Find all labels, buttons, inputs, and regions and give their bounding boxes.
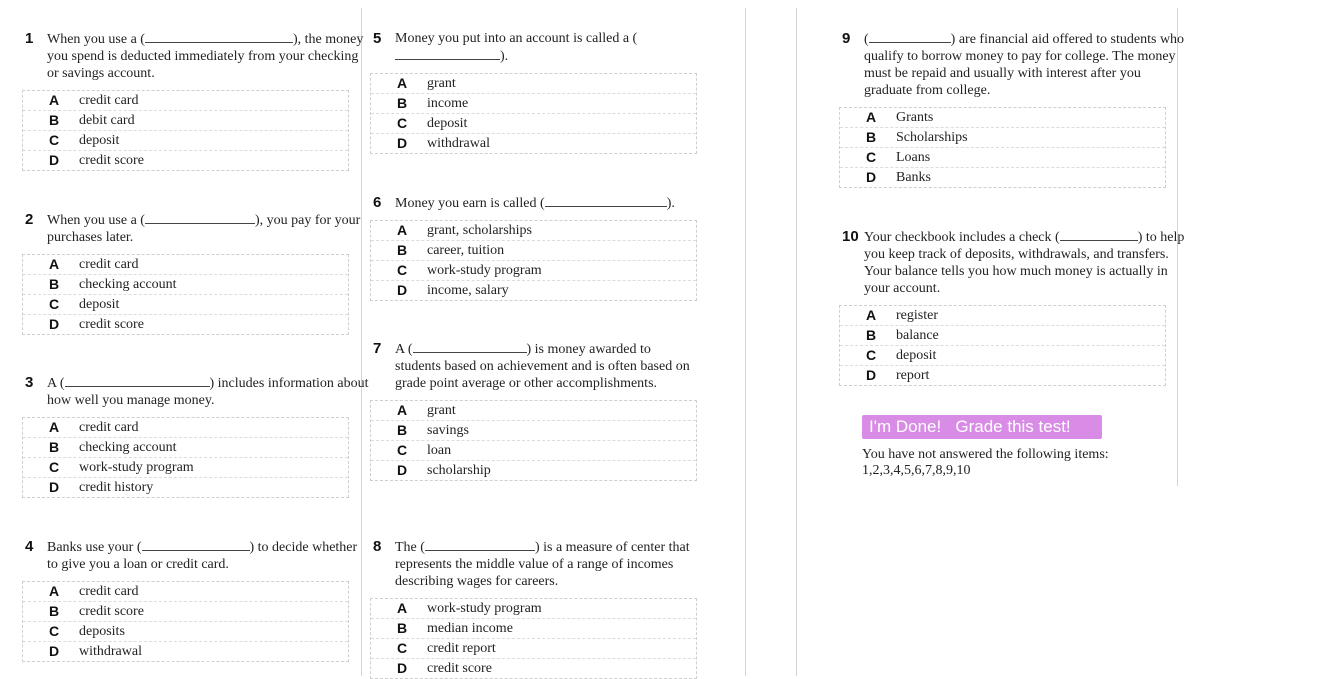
question-text: ). [666,196,675,211]
option-text: deposit [427,116,468,131]
option-letter: D [49,152,60,168]
answer-option-c[interactable] [840,147,1165,167]
question-stem [22,374,369,409]
answer-option-c[interactable] [23,457,348,477]
option-letter: B [397,422,408,438]
question-stem [370,340,695,392]
answer-option-a[interactable] [23,91,348,110]
answer-option-a[interactable] [371,599,696,618]
option-letter: D [397,462,408,478]
option-text: deposit [79,133,120,148]
option-letter: A [866,109,877,125]
option-letter: A [49,419,60,435]
question-text: ( [864,32,869,47]
option-text: Loans [896,150,931,165]
option-letter: A [397,600,408,616]
option-text: credit score [79,153,144,168]
column-divider [796,8,797,676]
answer-options [839,107,1166,188]
option-letter: A [397,402,408,418]
question-5 [370,30,705,154]
answer-options [22,417,349,498]
option-letter: B [49,603,60,619]
question-stem [839,228,1186,297]
option-text: work-study program [79,460,194,475]
option-text: deposit [896,348,937,363]
question-number: 9 [842,30,851,47]
option-letter: C [866,149,877,165]
option-text: debit card [79,113,135,128]
question-number: 10 [842,228,859,245]
answer-blank [145,30,293,43]
grade-test-button[interactable]: I'm Done! Grade this test! [862,415,1102,439]
option-text: credit score [79,604,144,619]
option-text: withdrawal [427,136,490,151]
option-letter: C [49,623,60,639]
answer-option-d[interactable] [23,477,348,497]
answer-blank [425,538,535,551]
answer-options [370,598,697,679]
option-letter: B [397,620,408,636]
option-letter: A [397,75,408,91]
question-text: ), you pay for your purchases later. [47,213,361,245]
option-text: credit score [79,317,144,332]
option-letter: C [397,640,408,656]
answer-option-b[interactable] [23,274,348,294]
question-3 [22,374,369,498]
option-letter: B [49,276,60,292]
question-number: 4 [25,538,34,555]
answer-option-b[interactable] [371,420,696,440]
question-text: ) includes information about how well you manage money. [47,376,369,408]
option-text: credit card [79,584,139,599]
answer-options [370,220,697,301]
answer-option-c[interactable] [371,113,696,133]
question-number: 7 [373,340,382,357]
answer-blank [869,30,951,43]
question-8 [370,538,705,679]
answer-option-b[interactable] [23,110,348,130]
option-text: Grants [896,110,934,125]
question-text: When you use a ( [47,32,145,47]
answer-option-b[interactable] [23,437,348,457]
option-letter: A [49,256,60,272]
answer-options [22,254,349,335]
option-text: balance [896,328,939,343]
answer-blank [142,538,250,551]
answer-option-c[interactable] [371,440,696,460]
option-letter: D [866,367,877,383]
unanswered-message: You have not answered the following items: [862,447,1109,462]
option-letter: A [866,307,877,323]
option-letter: B [397,95,408,111]
option-letter: D [397,282,408,298]
option-text: credit card [79,257,139,272]
answer-option-d[interactable] [371,460,696,480]
question-text: Money you put into an account is called a ( [395,31,638,46]
question-number: 2 [25,211,34,228]
question-number: 1 [25,30,34,47]
answer-option-c[interactable] [23,130,348,150]
answer-option-a[interactable] [371,221,696,240]
option-letter: D [49,643,60,659]
option-text: Scholarships [896,130,968,145]
question-7 [370,340,697,481]
option-text: credit history [79,480,154,495]
option-text: checking account [79,277,177,292]
answer-blank [545,194,667,207]
answer-option-d[interactable] [23,150,348,170]
option-text: income [427,96,469,111]
answer-blank [1060,228,1138,241]
option-letter: C [49,296,60,312]
option-text: work-study program [427,601,542,616]
question-number: 5 [373,30,382,47]
answer-option-a[interactable] [371,74,696,93]
option-letter: A [49,92,60,108]
question-stem [22,211,369,246]
answer-option-b[interactable] [23,601,348,621]
option-letter: C [397,115,408,131]
option-letter: C [49,459,60,475]
question-text: ) is a measure of center that represents the middle value of a range of incomes describing wages for careers. [395,540,690,589]
option-letter: C [49,132,60,148]
option-text: grant [427,76,456,91]
option-text: income, salary [427,283,509,298]
option-text: credit report [427,641,496,656]
option-letter: D [49,479,60,495]
option-text: credit score [427,661,492,676]
answer-option-b[interactable] [371,618,696,638]
question-number: 6 [373,194,382,211]
answer-option-d[interactable] [371,280,696,300]
answer-option-a[interactable] [23,582,348,601]
option-letter: A [397,222,408,238]
answer-option-d[interactable] [23,314,348,334]
answer-option-a[interactable] [371,401,696,420]
option-text: scholarship [427,463,491,478]
column-divider [745,8,746,676]
answer-option-b[interactable] [371,93,696,113]
option-text: Banks [896,170,931,185]
answer-option-a[interactable] [840,306,1165,325]
question-9 [839,30,1186,188]
answer-option-b[interactable] [840,127,1165,147]
question-text: Your checkbook includes a check ( [864,230,1060,245]
option-letter: C [397,442,408,458]
answer-options [22,90,349,171]
question-text: The ( [395,540,425,555]
option-letter: B [49,439,60,455]
answer-blank [65,374,210,387]
answer-option-c[interactable] [371,638,696,658]
answer-option-c[interactable] [23,294,348,314]
option-letter: B [49,112,60,128]
option-text: career, tuition [427,243,505,258]
option-letter: C [866,347,877,363]
question-text: ) to help you keep track of deposits, withdrawals, and transfers. Your balance tells you how much money is actually in your account. [864,230,1185,296]
answer-blank [413,340,527,353]
option-letter: A [49,583,60,599]
answer-options [22,581,349,662]
option-text: credit card [79,93,139,108]
answer-option-a[interactable] [23,418,348,437]
answer-blank [395,47,500,60]
answer-option-b[interactable] [840,325,1165,345]
option-letter: C [397,262,408,278]
answer-option-b[interactable] [371,240,696,260]
option-text: loan [427,443,452,458]
answer-option-d[interactable] [840,167,1165,187]
option-text: credit card [79,420,139,435]
option-text: deposits [79,624,125,639]
question-text: ) is money awarded to students based on achievement and is often based on grade point average or other accomplishments. [395,342,690,391]
question-stem [370,30,705,65]
question-1 [22,30,369,171]
option-letter: B [866,129,877,145]
option-text: work-study program [427,263,542,278]
answer-option-c[interactable] [371,260,696,280]
answer-option-d[interactable] [371,133,696,153]
question-stem [370,194,705,212]
option-letter: D [397,135,408,151]
question-number: 3 [25,374,34,391]
answer-options [839,305,1166,386]
question-text: Money you earn is called ( [395,196,545,211]
unanswered-status [862,447,1109,479]
answer-option-d[interactable] [23,641,348,661]
answer-options [370,73,697,154]
option-letter: D [397,660,408,676]
answer-option-c[interactable] [840,345,1165,365]
question-text: Banks use your ( [47,540,142,555]
option-letter: D [49,316,60,332]
answer-blank [145,211,255,224]
option-text: withdrawal [79,644,142,659]
question-number: 8 [373,538,382,555]
question-text: ) to decide whether to give you a loan or credit card. [47,540,358,572]
question-text: When you use a ( [47,213,145,228]
option-text: register [896,308,938,323]
option-text: median income [427,621,513,636]
option-text: report [896,368,930,383]
option-letter: B [397,242,408,258]
option-text: savings [427,423,469,438]
question-text: A ( [395,342,413,357]
question-4 [22,538,369,662]
answer-option-c[interactable] [23,621,348,641]
question-text: ), the money you spend is deducted immediately from your checking or savings account. [47,32,364,81]
answer-option-a[interactable] [840,108,1165,127]
question-stem [22,538,369,573]
option-letter: B [866,327,877,343]
option-text: deposit [79,297,120,312]
question-text: ). [500,49,509,64]
question-2 [22,211,369,335]
unanswered-items: 1,2,3,4,5,6,7,8,9,10 [862,463,971,478]
option-text: grant [427,403,456,418]
question-stem [22,30,369,82]
answer-options [370,400,697,481]
answer-option-d[interactable] [840,365,1165,385]
option-text: checking account [79,440,177,455]
question-10 [839,228,1186,386]
question-text: A ( [47,376,65,391]
answer-option-a[interactable] [23,255,348,274]
option-text: grant, scholarships [427,223,532,238]
question-6 [370,194,705,301]
option-letter: D [866,169,877,185]
answer-option-d[interactable] [371,658,696,678]
question-text: ) are financial aid offered to students who qualify to borrow money to pay for college. The money must be repaid and usually with interest after you graduate from college. [864,32,1185,98]
question-stem [370,538,705,590]
question-stem [839,30,1186,99]
